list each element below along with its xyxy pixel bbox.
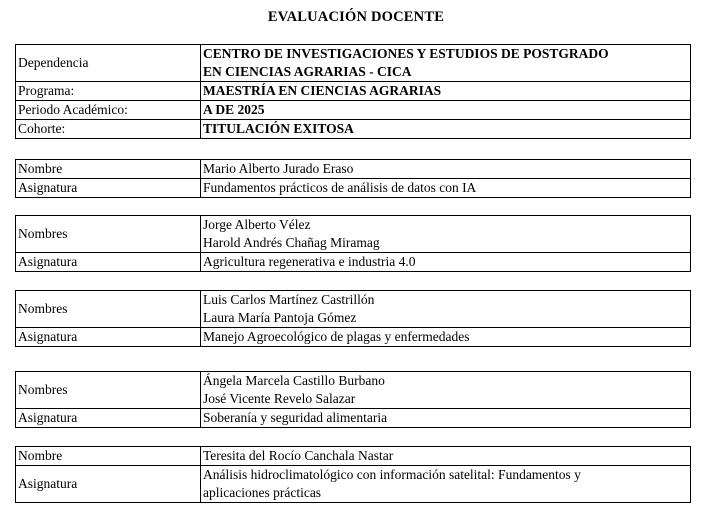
periodo-row <box>16 101 691 120</box>
cohorte-value: TITULACIÓN EXITOSA <box>201 120 691 139</box>
subject-value <box>201 253 691 272</box>
subject-value <box>201 179 691 198</box>
names-row <box>16 372 691 409</box>
dependencia-line-2: EN CIENCIAS AGRARIAS - CICA <box>203 64 412 79</box>
names-value <box>201 447 691 466</box>
teacher-name: Laura María Pantoja Gómez <box>203 310 357 325</box>
names-label: Nombres <box>16 291 201 328</box>
teacher-block-3 <box>15 290 691 347</box>
names-value <box>201 372 691 409</box>
programa-row <box>16 82 691 101</box>
names-value <box>201 216 691 253</box>
subject-label: Asignatura <box>16 409 201 428</box>
names-row <box>16 216 691 253</box>
subject-line: Soberanía y seguridad alimentaria <box>203 410 388 425</box>
names-row <box>16 447 691 466</box>
subject-label: Asignatura <box>16 466 201 503</box>
names-label: Nombres <box>16 216 201 253</box>
names-value <box>201 160 691 179</box>
subject-row <box>16 409 691 428</box>
subject-line: Análisis hidroclimatológico con información satelital: Fundamentos y <box>203 467 581 482</box>
names-row <box>16 160 691 179</box>
teacher-name: Teresita del Rocío Canchala Nastar <box>203 448 394 463</box>
teacher-name: Ángela Marcela Castillo Burbano <box>203 373 385 388</box>
programa-label: Programa: <box>16 82 201 101</box>
names-label: Nombre <box>16 447 201 466</box>
names-value <box>201 291 691 328</box>
teacher-name: Harold Andrés Chañag Miramag <box>203 235 380 250</box>
subject-label: Asignatura <box>16 179 201 198</box>
subject-line: Agricultura regenerativa e industria 4.0 <box>203 254 416 269</box>
teacher-name: Jorge Alberto Vélez <box>203 217 311 232</box>
subject-row <box>16 253 691 272</box>
subject-line: aplicaciones prácticas <box>203 485 322 500</box>
document-title: EVALUACIÓN DOCENTE <box>267 9 445 25</box>
teacher-block-1 <box>15 159 691 198</box>
names-row <box>16 291 691 328</box>
dependencia-row <box>16 45 691 82</box>
names-label: Nombres <box>16 372 201 409</box>
subject-label: Asignatura <box>16 253 201 272</box>
subject-value <box>201 466 691 503</box>
teacher-block-2 <box>15 215 691 272</box>
programa-value: MAESTRÍA EN CIENCIAS AGRARIAS <box>201 82 691 101</box>
program-info-table <box>15 44 691 139</box>
teacher-block-4 <box>15 371 691 428</box>
subject-row <box>16 466 691 503</box>
dependencia-label: Dependencia <box>16 45 201 82</box>
teacher-name: Luis Carlos Martínez Castrillón <box>203 292 375 307</box>
subject-line: Fundamentos prácticos de análisis de datos con IA <box>203 180 477 195</box>
subject-label: Asignatura <box>16 328 201 347</box>
periodo-value: A DE 2025 <box>201 101 691 120</box>
teacher-block-5 <box>15 446 691 503</box>
subject-value <box>201 409 691 428</box>
subject-line: Manejo Agroecológico de plagas y enfermedades <box>203 329 470 344</box>
names-label: Nombre <box>16 160 201 179</box>
cohorte-label: Cohorte: <box>16 120 201 139</box>
subject-row <box>16 179 691 198</box>
subject-row <box>16 328 691 347</box>
cohorte-row <box>16 120 691 139</box>
subject-value <box>201 328 691 347</box>
teacher-name: Mario Alberto Jurado Eraso <box>203 161 354 176</box>
teacher-name: José Vicente Revelo Salazar <box>203 391 356 406</box>
dependencia-line-1: CENTRO DE INVESTIGACIONES Y ESTUDIOS DE POSTGRADO <box>203 46 609 61</box>
dependencia-value <box>201 45 691 82</box>
periodo-label: Periodo Académico: <box>16 101 201 120</box>
